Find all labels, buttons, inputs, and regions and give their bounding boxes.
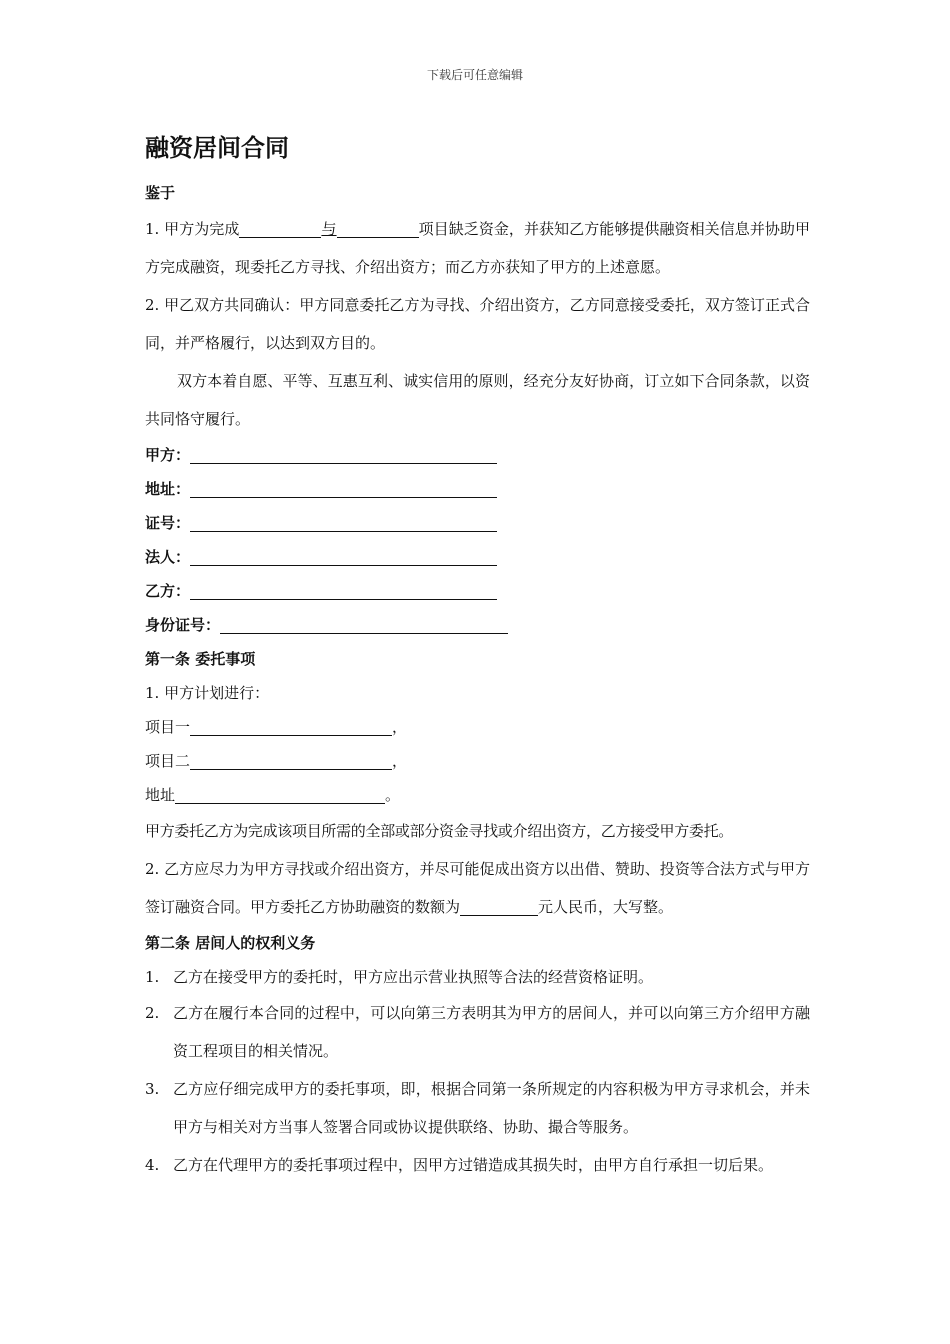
article-1-plan: 1. 甲方计划进行：	[145, 684, 270, 702]
project-2-line	[145, 744, 810, 778]
blank-line	[190, 717, 392, 736]
field-label: 地址：	[145, 480, 191, 498]
whereas-clause-2: 2. 甲乙双方共同确认：甲方同意委托乙方为寻找、介绍出资方，乙方同意接受委托，双方签订正式合同，并严格履行，以达到双方目的。	[145, 296, 810, 352]
field-label: 法人：	[145, 548, 191, 566]
blank-line	[190, 547, 497, 566]
field-cert-no	[145, 506, 810, 540]
item-number: 4.	[145, 1156, 160, 1174]
article-2-item	[145, 1070, 810, 1146]
blank-line	[220, 615, 508, 634]
page-header-note: 下载后可任意编辑	[426, 68, 523, 82]
article-1-entrust: 甲方委托乙方为完成该项目所需的全部或部分资金寻找或介绍出资方，乙方接受甲方委托。	[145, 822, 734, 840]
blank-line	[460, 897, 538, 916]
document-body	[145, 128, 810, 1184]
blank-line	[190, 581, 497, 600]
item-text: 乙方应仔细完成甲方的委托事项，即，根据合同第一条所规定的内容积极为甲方寻求机会，并未甲方与相关对方当事人签署合同或协议提供联络、协助、撮合等服务。	[173, 1080, 810, 1136]
clause-text-b: 元人民币，大写整。	[538, 898, 674, 916]
field-address	[145, 472, 810, 506]
clause-1-text-a: 1. 甲方为完成	[145, 220, 240, 238]
field-label: 甲方：	[145, 446, 191, 464]
field-label: 证号：	[145, 514, 191, 532]
item-number: 2.	[145, 1004, 160, 1022]
whereas-heading: 鉴于	[145, 184, 176, 202]
article-1-clause-2	[145, 850, 810, 926]
clause-1-text-b: 与	[321, 220, 337, 238]
blank-line	[190, 751, 392, 770]
item-text: 乙方在代理甲方的委托事项过程中，因甲方过错造成其损失时，由甲方自行承担一切后果。	[173, 1156, 774, 1174]
item-number: 3.	[145, 1080, 160, 1098]
agreement-intro: 双方本着自愿、平等、互惠互利、诚实信用的原则，经充分友好协商，订立如下合同条款，以资共同恪守履行。	[145, 372, 810, 428]
site-label: 地址	[145, 786, 176, 804]
project-1-label: 项目一	[145, 718, 191, 736]
item-number: 1.	[145, 968, 160, 986]
punctuation: ，	[392, 752, 408, 770]
field-party-a	[145, 438, 810, 472]
punctuation: ，	[392, 718, 408, 736]
whereas-clause-1	[145, 210, 810, 286]
clause-1-text-c: 项目缺乏资金，并获知乙方能够提供融资相关信息并协助甲方完成融资，现委托乙方寻找、介绍出资方；而乙方亦获知了甲方的上述意愿。	[145, 220, 810, 276]
site-line	[145, 778, 810, 812]
document-title: 融资居间合同	[145, 134, 289, 162]
item-text: 乙方在接受甲方的委托时，甲方应出示营业执照等合法的经营资格证明。	[173, 968, 654, 986]
blank-line	[190, 479, 497, 498]
project-2-label: 项目二	[145, 752, 191, 770]
article-2-heading: 第二条 居间人的权利义务	[145, 934, 316, 952]
field-label: 乙方：	[145, 582, 191, 600]
project-1-line	[145, 710, 810, 744]
article-1-heading: 第一条 委托事项	[145, 650, 256, 668]
blank-line	[239, 219, 321, 238]
punctuation: 。	[385, 786, 401, 804]
clause-text-a: 2. 乙方应尽力为甲方寻找或介绍出资方，并尽可能促成出资方以出借、赞助、投资等合法方式与甲方签订融资合同。甲方委托乙方协助融资的数额为	[145, 860, 810, 916]
blank-line	[175, 785, 385, 804]
article-2-item	[145, 960, 810, 994]
article-2-item	[145, 1146, 810, 1184]
blank-line	[337, 219, 419, 238]
article-2-item	[145, 994, 810, 1070]
field-label: 身份证号：	[145, 616, 221, 634]
item-text: 乙方在履行本合同的过程中，可以向第三方表明其为甲方的居间人，并可以向第三方介绍甲方融资工程项目的相关情况。	[173, 1004, 810, 1060]
field-id-no	[145, 608, 810, 642]
field-party-b	[145, 574, 810, 608]
blank-line	[190, 445, 497, 464]
blank-line	[190, 513, 497, 532]
field-legal-rep	[145, 540, 810, 574]
